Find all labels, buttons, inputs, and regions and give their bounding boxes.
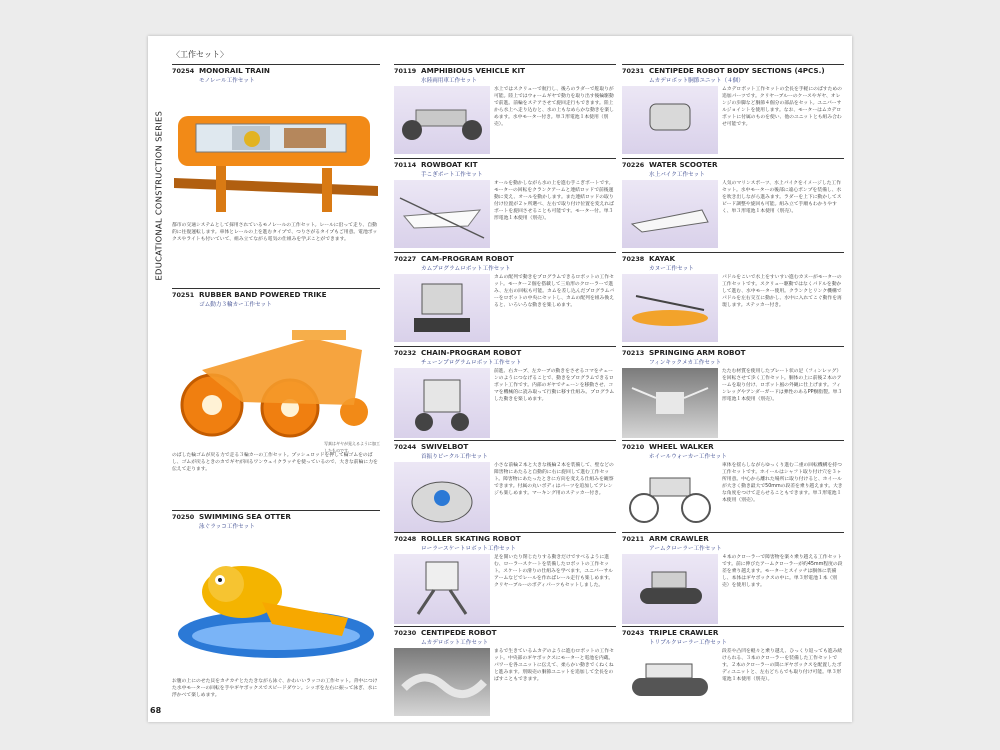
entry-header <box>622 440 844 461</box>
product-code: 70251 <box>172 291 195 299</box>
product-name: ROLLER SKATING ROBOT <box>421 534 521 543</box>
arm-crawler-image <box>622 554 718 624</box>
monorail-train-image <box>172 86 380 218</box>
centipede-robot-image <box>394 648 490 716</box>
product-entry-chain-program <box>394 346 616 440</box>
entry-header <box>172 288 380 309</box>
triple-crawler-image <box>622 648 718 716</box>
product-name: MONORAIL TRAIN <box>199 66 270 75</box>
product-description: オールを動かしながら水の上を進む手こぎボートです。モーターの回転をクランクアームと連結ロッドで前後運動に変え、オールを動かします。また連結ロッドの取り付け位置が２ヶ所選べ、左右で取り付け位置を変えればボートを旋回させることも可能です。モーター付。単３形電池１本使用（別売）。 <box>494 181 614 221</box>
product-name: SWIMMING SEA OTTER <box>199 512 291 521</box>
product-subtitle: 水上バイク工作セット <box>649 172 705 178</box>
side-title-bar <box>151 106 165 286</box>
side-title: EDUCATIONAL CONSTRUCTION SERIES <box>153 110 164 281</box>
product-name: CENTIPEDE ROBOT BODY SECTIONS (4PCS.) <box>649 66 825 75</box>
product-code: 70114 <box>394 161 417 169</box>
product-code: 70226 <box>622 161 645 169</box>
product-description: 前進、右カーブ、左カーブの動きをさせるコマをチェーンのようにつなげることで、動きをプログラムできるロボット工作です。内部のギヤでチェーンを移動させ、コマを機械的に読み取って行動に移す仕組み。プログラムした動きを楽しめます。 <box>494 369 615 402</box>
product-subtitle: チェーンプログラムロボット工作セット <box>421 360 522 366</box>
product-description: 都市の交通システムとして採用されているモノレールの工作セット。レールに沿って走り、自動的に往復運転します。車体とレールの上を進むタイプで、つりさがるタイプもご用意。電池ボックスやライトも付いていて、組み立てながら電気の仕組みを学ぶことができます。 <box>172 223 378 242</box>
product-name: CENTIPEDE ROBOT <box>421 628 497 637</box>
kayak-image <box>622 274 718 342</box>
product-description: お腹の上にのせた貝をカチカチとたたきながら泳ぐ、かわいいラッコの工作セット。背中につけた水中モーターの回転を手やギヤボックスでスピードダウン。シッポを左右に振って泳ぎ、水に浮かべて楽しめます。 <box>172 679 378 698</box>
product-subtitle: カヌー工作セット <box>649 266 694 272</box>
entry-header <box>622 532 844 553</box>
entry-header <box>172 510 380 531</box>
product-entry-triple-crawler <box>622 626 844 720</box>
product-entry-water-scooter <box>622 158 844 250</box>
product-subtitle: トリプルクローラー工作セット <box>649 640 727 646</box>
product-code: 70213 <box>622 349 645 357</box>
product-entry-wheel-walker <box>622 440 844 534</box>
product-subtitle: ホイールウォーカー工作セット <box>649 454 727 460</box>
cam-program-robot-image <box>394 274 490 342</box>
entry-header <box>172 64 380 85</box>
product-description: 水上ではスクリューで航行し、後ろのラダーで舵取りが可能。陸上ではウォームギヤで動力を取り出す後輪駆動で前進。前輪をステアさせて旋回走行もできます。陸上から水上へ走り込むと、水の上もなめらかな動きを楽しめます。水中モーター付き。単３形電池１本使用（別売）。 <box>494 87 614 127</box>
product-code: 70211 <box>622 535 645 543</box>
product-entry-swivelbot <box>394 440 616 536</box>
product-entry-rowboat <box>394 158 616 250</box>
product-code: 70244 <box>394 443 417 451</box>
product-entry-monorail <box>172 64 380 284</box>
photo-caption: 写真はギヤが見えるように加工したものです。 <box>324 441 380 453</box>
product-subtitle: カムプログラムロボット工作セット <box>421 266 511 272</box>
water-scooter-image <box>622 180 718 248</box>
product-entry-arm-crawler <box>622 532 844 626</box>
swivelbot-image <box>394 462 490 532</box>
chain-program-robot-image <box>394 368 490 438</box>
entry-header <box>622 346 844 367</box>
product-subtitle: モノレール工作セット <box>199 78 255 84</box>
roller-skating-robot-image <box>394 554 490 624</box>
product-subtitle: 手こぎボート工作セット <box>421 172 483 178</box>
product-name: ARM CRAWLER <box>649 534 709 543</box>
product-subtitle: ゴム動力３輪カー工作セット <box>199 302 272 308</box>
centipede-sections-image <box>622 86 718 154</box>
product-code: 70230 <box>394 629 417 637</box>
product-description: まるで生きているムカデのように進むロボットの工作セット。中央部のギヤボックスにモーターと電池を内蔵。パワーを各ユニットに伝えて、柔らかい動きでくねくねと進みます。別販売の胴節ユニットを追加して全長をのばすこともできます。 <box>494 649 614 682</box>
product-entry-centipede <box>394 626 616 720</box>
entry-header <box>394 532 616 553</box>
product-description: パドルをこいで水上をすいすい進むカヌーがモーターの工作セットです。スクリュー駆動ではなくパドルを動かして進む、水中モーター使用。クランクとリンク機構でパドルを左右交互に動かし、水中に入れてこぐ動作を再現します。ステッカー付き。 <box>722 275 842 308</box>
product-subtitle: アームクローラー工作セット <box>649 546 722 552</box>
product-description: 車体を揺らしながらゆっくり進む二重の回転機構を持つ工作セットです。ホイールはシャフト取り付け穴を３ヶ所用意。中心から離れた場所に取り付けると、ホイールが大きく動き最大で50mmの段差を乗り越えます。大きな角度をつけて走らせることもできます。単３形電池１本使用（別売）。 <box>722 463 843 503</box>
product-description: 人気のマリンスポーツ、水上バイクをイメージした工作セット。水中モーターの後部に遠心ポンプを装備し、水を吹き出しながら進みます。ラダーを上下に動かしてスピード調整や旋回も可能。組み立て手順もわかりやすく、単３形電池１本使用（別売）。 <box>722 181 842 214</box>
entry-header <box>394 252 616 273</box>
product-name: SPRINGING ARM ROBOT <box>649 348 746 357</box>
entry-header <box>394 346 616 367</box>
product-name: CHAIN-PROGRAM ROBOT <box>421 348 522 357</box>
product-name: RUBBER BAND POWERED TRIKE <box>199 290 327 299</box>
product-name: ROWBOAT KIT <box>421 160 478 169</box>
product-entry-amphibious <box>394 64 616 156</box>
amphibious-vehicle-image <box>394 86 490 154</box>
product-description: たたむ材質を使用したプレート状の足（フィンレッグ）を回転させて歩く工作セット。胴体の上に前後２本のアームを取り付け、ロボット風の外観に仕上げます。フィンレッグやアンダーガードは弾性のあるPP樹脂製。単３形電池１本使用（別売）。 <box>722 369 843 402</box>
entry-header <box>622 64 844 85</box>
product-name: CAM-PROGRAM ROBOT <box>421 254 514 263</box>
product-entry-centipede-sections <box>622 64 844 156</box>
product-subtitle: ムカデロボット胴節ユニット（４個） <box>649 78 744 84</box>
product-code: 70250 <box>172 513 195 521</box>
product-description: ムカデロボット工作セットの全長を手軽にのばすための追加パーツです。クリヤーブルーのケースやギヤ、オレンジの歩脚など胴節４個分の部品をセット。ユニバーサルジョイントを使用します。なお、モーターはムカデロボットに付属のものを使い、他のユニットとも組み合わせ可能です。 <box>722 87 842 127</box>
rubber-band-trike-image <box>172 310 380 453</box>
product-description: カムの配列で動きをプログラムできるロボットの工作セット。モーター２個を搭載して三角形のクローラーで進み、左右の回転も可能。カムを差し込んだプログラムバーをロボットの中央にセットし、カムの配列を組み換えると、いろいろな動きを楽しめます。 <box>494 275 615 308</box>
product-subtitle: フィンキックメカ工作セット <box>649 360 722 366</box>
product-name: KAYAK <box>649 254 676 263</box>
product-description: ４本のクローラーで障害物を楽々乗り越える工作セットです。前に伸びたアームクローラーが約45mm程度の段差を乗り越えます。モーターとスイッチは胴体に装備し、本体はギヤボックスの中に。単３形電池１本（別売）を使用します。 <box>722 555 843 588</box>
product-subtitle: ローラースケートロボット工作セット <box>421 546 516 552</box>
product-name: SWIVELBOT <box>421 442 469 451</box>
product-code: 70232 <box>394 349 417 357</box>
entry-header <box>622 158 844 179</box>
product-description: 足を開いたり閉じたりする動きだけですべるように進む、ローラースケートを装備したロボットの工作セット。スケートの滑りの仕組みを学べます。ユニバーサルアームなどでレールを作ればレール走行も楽しめます。クリヤーブルーのボディパーツもセットしました。 <box>494 555 614 588</box>
product-subtitle: 首振りビークル工作セット <box>421 454 488 460</box>
product-entry-kayak <box>622 252 844 344</box>
entry-header <box>394 64 616 85</box>
product-code: 70119 <box>394 67 417 75</box>
sea-otter-image <box>172 532 380 674</box>
product-entry-sea-otter <box>172 510 380 706</box>
product-name: AMPHIBIOUS VEHICLE KIT <box>421 66 526 75</box>
entry-header <box>394 626 616 647</box>
product-name: WHEEL WALKER <box>649 442 714 451</box>
section-title: 〈工作セット〉 <box>172 50 228 59</box>
entry-header <box>394 158 616 179</box>
product-code: 70238 <box>622 255 645 263</box>
springing-arm-robot-image <box>622 368 718 438</box>
product-subtitle: 水陸両用車工作セット <box>421 78 477 84</box>
product-description: 小さな前輪２本と大きな後輪２本を装備して、壁などの障害物にあたると自動的に右に旋回して進む工作セット。障害物にあたったときに方向を変える仕組みを観察できます。付属の丸いボディはパーツを追加してアレンジも楽しめます。マーキング用のステッカー付き。 <box>494 463 614 496</box>
product-name: TRIPLE CRAWLER <box>649 628 719 637</box>
product-name: WATER SCOOTER <box>649 160 718 169</box>
product-entry-roller-skating <box>394 532 616 626</box>
product-code: 70248 <box>394 535 417 543</box>
product-code: 70227 <box>394 255 417 263</box>
entry-header <box>622 252 844 273</box>
page-number: 68 <box>150 706 162 715</box>
catalog-page <box>148 36 852 722</box>
product-description: 段差や凸凹を軽々と乗り越え、ひっくり返っても進み続けられる、３本のクローラーを装備した工作セットです。２本のクローラーの間にギヤボックスを配置したボディユニットと、左右どちらでも取り付け可能。単３形電池１本使用（別売）。 <box>722 649 843 682</box>
product-description: のばした輪ゴムが戻る力で走る３輪カーの工作セット。プッシュロッドを押して輪ゴムをのばし、ゴムが戻るときのカでギヤが回るワンウェイクラッチを使っているので、大きな前輪に力を伝えて走ります。 <box>172 453 378 472</box>
entry-header <box>622 626 844 647</box>
product-code: 70254 <box>172 67 195 75</box>
rowboat-image <box>394 180 490 248</box>
product-entry-cam-program <box>394 252 616 344</box>
entry-header <box>394 440 616 461</box>
product-code: 70231 <box>622 67 645 75</box>
product-code: 70210 <box>622 443 645 451</box>
product-subtitle: 泳ぐラッコ工作セット <box>199 524 255 530</box>
product-entry-trike <box>172 288 380 510</box>
product-code: 70243 <box>622 629 645 637</box>
wheel-walker-image <box>622 462 718 532</box>
product-entry-springing-arm <box>622 346 844 440</box>
product-subtitle: ムカデロボット工作セット <box>421 640 489 646</box>
